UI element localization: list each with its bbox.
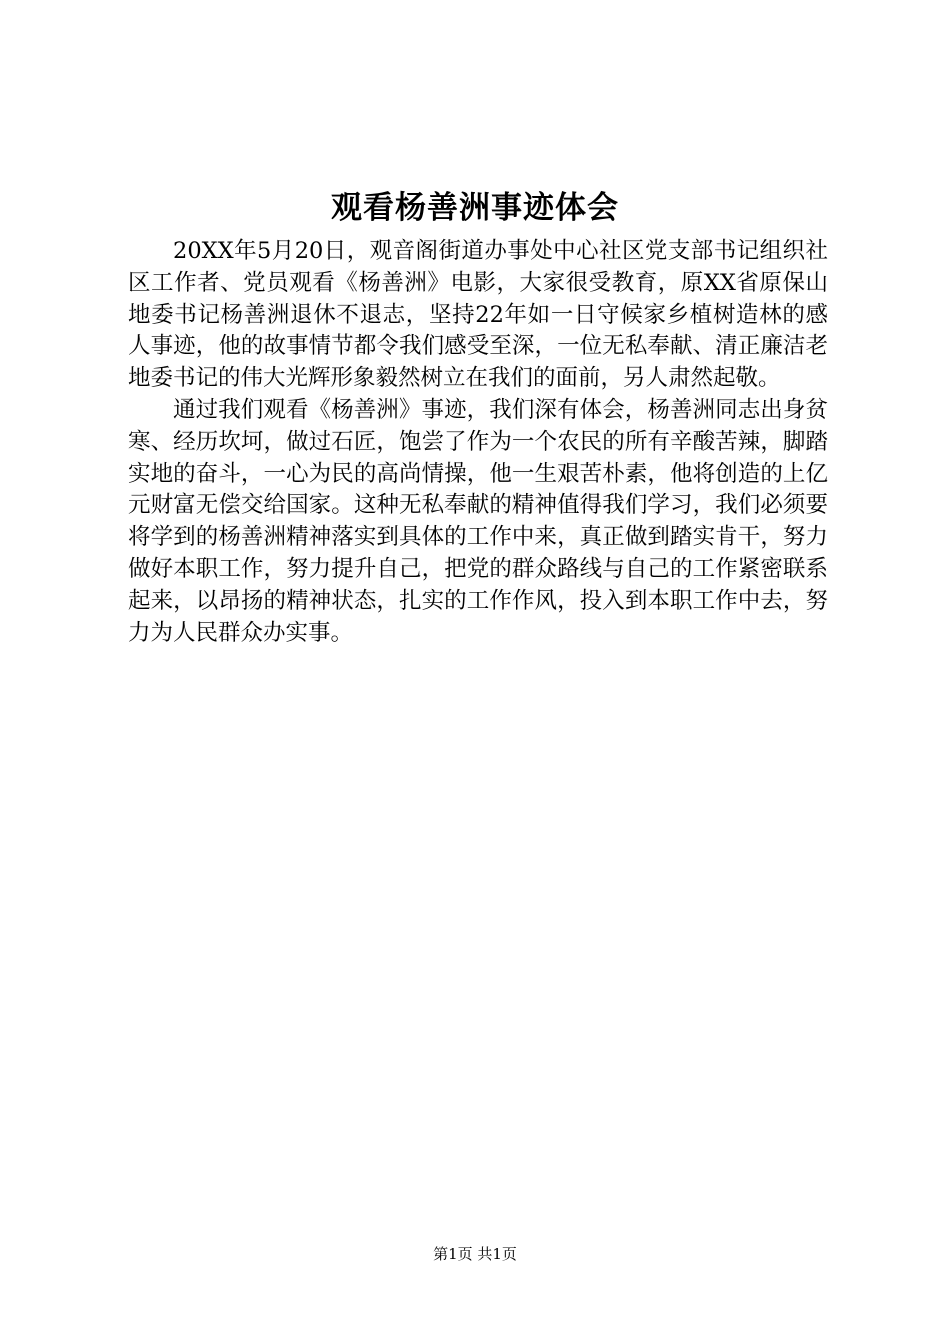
document-title: 观看杨善洲事迹体会 [331,190,619,226]
paragraph-2: 通过我们观看《杨善洲》事迹，我们深有体会，杨善洲同志出身贫寒、经历坎坷，做过石匠，饱尝了作为一个农民的所有辛酸苦辣，脚踏实地的奋斗，一心为民的高尚情操，他一生艰苦朴素，他将创造的上亿元财富无偿交给国家。这种无私奉献的精神值得我们学习，我们必须要将学到的杨善洲精神落实到具体的工作中来，真正做到踏实肯干，努力做好本职工作，努力提升自己，把党的群众路线与自己的工作紧密联系起来，以昂扬的精神状态，扎实的工作作风，投入到本职工作中去，努力为人民群众办实事。 [128,396,828,646]
paragraph-1: 20XX年5月20日，观音阁街道办事处中心社区党支部书记组织社区工作者、党员观看《杨善洲》电影，大家很受教育，原XX省原保山地委书记杨善洲退休不退志，坚持22年如一日守候家乡植树造林的感人事迹，他的故事情节都令我们感受至深，一位无私奉献、清正廉洁老地委书记的伟大光辉形象毅然树立在我们的面前，另人肃然起敬。 [128,238,828,392]
page-number-footer: 第1页 共1页 [433,1245,517,1263]
document-body [128,236,828,649]
